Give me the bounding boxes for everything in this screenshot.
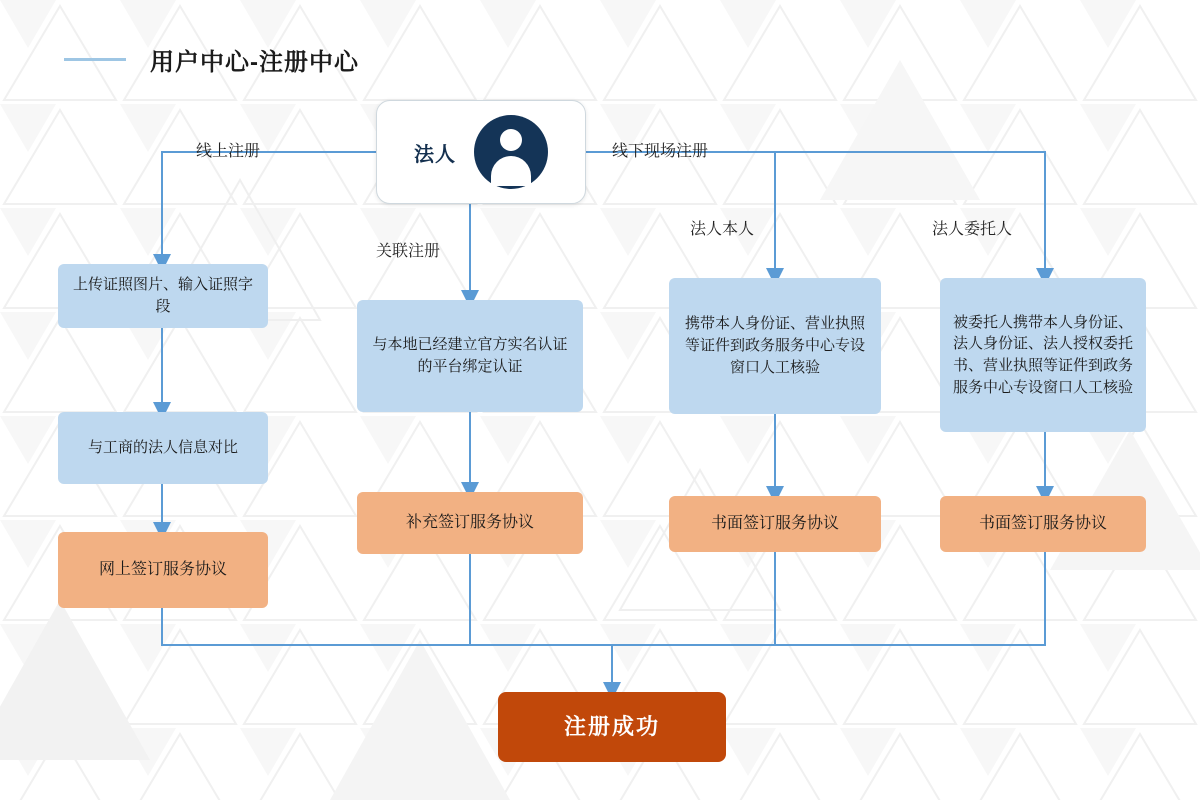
edge-label-agent: 法人委托人 (932, 221, 1013, 238)
node-written-sign-agreement-self-label: 书面签订服务协议 (710, 515, 839, 533)
legal-person-node[interactable] (376, 100, 586, 204)
node-supplement-sign-agreement[interactable] (357, 492, 583, 554)
page-title: 用户中心-注册中心 (150, 49, 359, 76)
node-bind-verified-platform[interactable] (357, 300, 583, 412)
node-self-onsite-verify[interactable] (669, 278, 881, 414)
node-written-sign-agreement-agent-label: 书面签订服务协议 (978, 515, 1107, 533)
node-compare-business-info[interactable] (58, 412, 268, 484)
node-written-sign-agreement-self[interactable] (669, 496, 881, 552)
node-online-sign-agreement-label: 网上签订服务协议 (98, 561, 227, 579)
page-header (64, 42, 359, 77)
edge-label-online: 线上注册 (196, 143, 261, 160)
node-agent-onsite-verify-label: 被委托人携带本人身份证、法人身份证、法人授权委托书、营业执照等证件到政务服务中心专设窗口人工核验 (952, 313, 1133, 396)
edge-label-self: 法人本人 (690, 221, 755, 238)
node-agent-onsite-verify[interactable] (940, 278, 1146, 432)
node-register-success-label: 注册成功 (563, 714, 660, 740)
user-avatar-icon (474, 115, 548, 189)
node-upload-license-label: 上传证照图片、输入证照字段 (72, 276, 253, 315)
node-written-sign-agreement-agent[interactable] (940, 496, 1146, 552)
node-bind-verified-platform-label: 与本地已经建立官方实名认证的平台绑定认证 (372, 336, 568, 375)
node-compare-business-info-label: 与工商的法人信息对比 (87, 439, 238, 457)
node-self-onsite-verify-label: 携带本人身份证、营业执照等证件到政务服务中心专设窗口人工核验 (684, 315, 865, 376)
node-online-sign-agreement[interactable] (58, 532, 268, 608)
edge-label-linked: 关联注册 (376, 243, 441, 260)
legal-person-label: 法人 (414, 143, 456, 166)
node-register-success[interactable] (498, 692, 726, 762)
node-upload-license[interactable] (58, 264, 268, 328)
edge-label-offline: 线下现场注册 (612, 143, 709, 160)
node-supplement-sign-agreement-label: 补充签订服务协议 (405, 514, 534, 532)
header-rule (64, 58, 126, 61)
